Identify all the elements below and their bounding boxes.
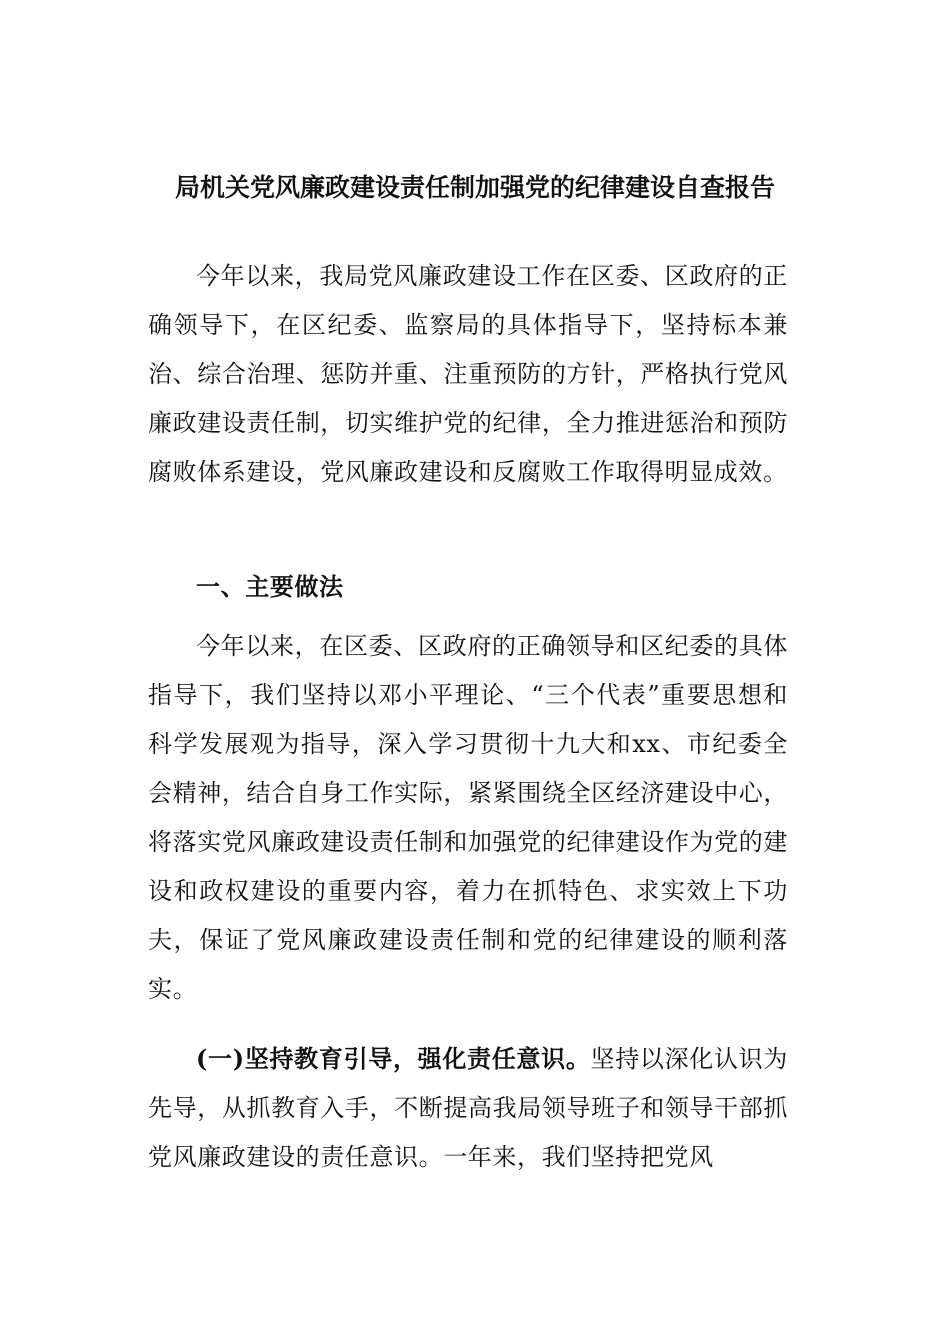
document-title: 局机关党风廉政建设责任制加强党的纪律建设自查报告 — [174, 173, 775, 202]
subsection-body-text: 坚持以深化认识为先导，从抓教育入手，不断提高我局领导班子和领导干部抓党风廉政建设的责任意识。一年来，我们坚持把党风 — [148, 1045, 788, 1171]
subsection-heading: (一)坚持教育引导，强化责任意识。 — [196, 1044, 591, 1073]
section-heading-main-practices: 一、主要做法 — [196, 572, 344, 601]
subsection-paragraph — [148, 1034, 788, 1182]
intro-paragraph: 今年以来，我局党风廉政建设工作在区委、区政府的正确领导下，在区纪委、监察局的具体指导下，坚持标本兼治、综合治理、惩防并重、注重预防的方针，严格执行党风廉政建设责任制，切实维护党的纪律，全力推进惩治和预防腐败体系建设，党风廉政建设和反腐败工作取得明显成效。 — [148, 262, 788, 486]
body-paragraph: 今年以来，在区委、区政府的正确领导和区纪委的具体指导下，我们坚持以邓小平理论、“三个代表”重要思想和科学发展观为指导，深入学习贯彻十九大和xx、市纪委全会精神，结合自身工作实际，紧紧围绕全区经济建设中心，将落实党风廉政建设责任制和加强党的纪律建设作为党的建设和政权建设的重要内容，着力在抓特色、求实效上下功夫，保证了党风廉政建设责任制和党的纪律建设的顺利落实。 — [148, 632, 788, 1003]
